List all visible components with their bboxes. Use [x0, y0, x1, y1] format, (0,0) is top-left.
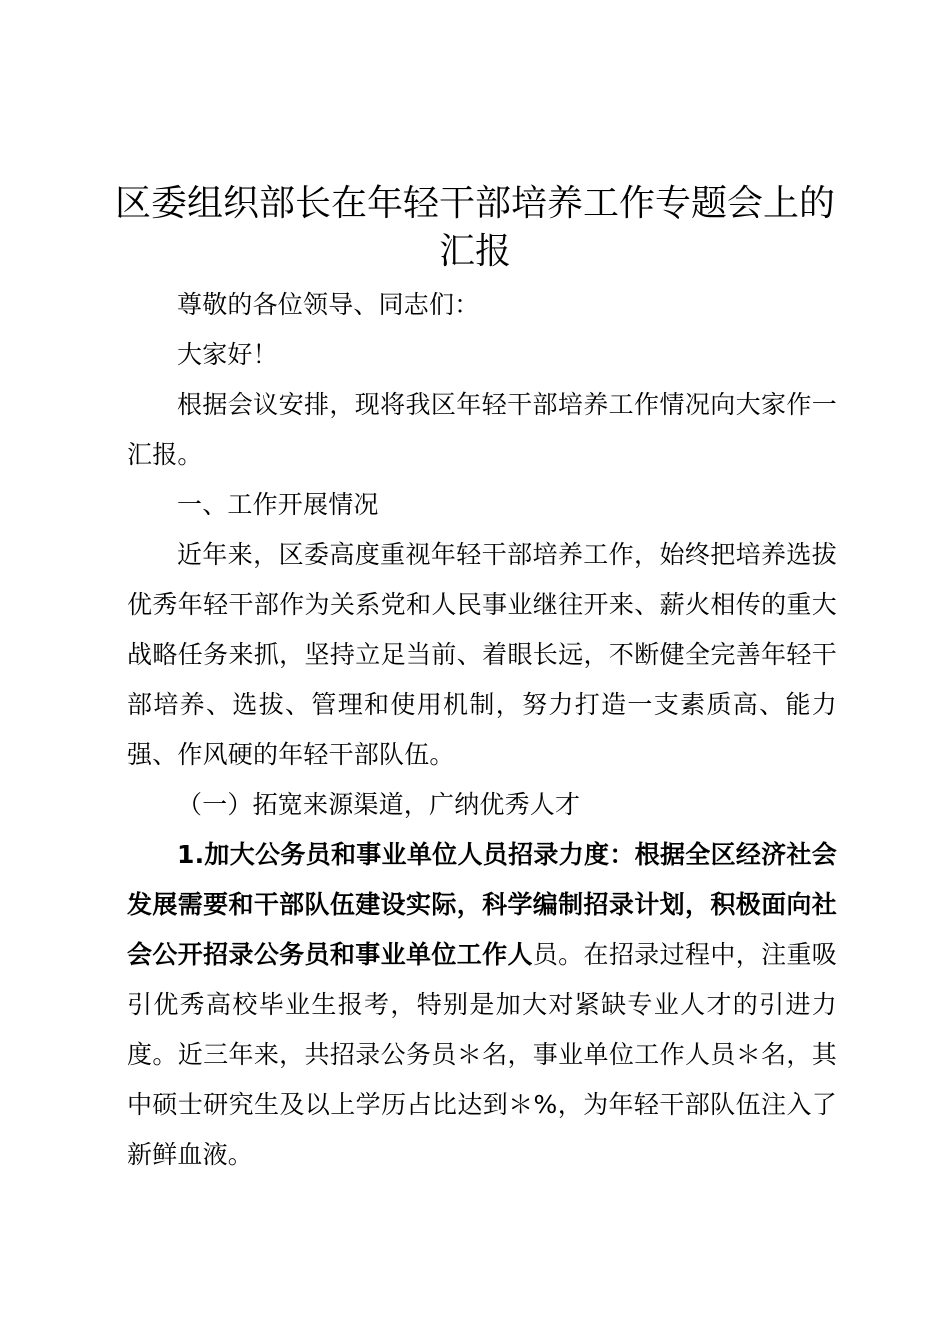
- intro-paragraph: 根据会议安排，现将我区年轻干部培养工作情况向大家作一汇报。: [127, 390, 837, 469]
- document-title: 区委组织部长在年轻干部培养工作专题会上的汇报: [114, 183, 835, 272]
- item-paragraph-1: [127, 830, 837, 1180]
- salutation: 尊敬的各位领导、同志们：: [177, 290, 480, 319]
- section-paragraph-1: 近年来，区委高度重视年轻干部培养工作，始终把培养选拔优秀年轻干部作为关系党和人民事业继往开来、薪火相传的重大战略任务来抓，坚持立足当前、着眼长远，不断健全完善年轻干部培养、选拔、管理和使用机制，努力打造一支素质高、能力强、作风硬的年轻干部队伍。: [127, 540, 837, 769]
- section-heading-1: 一、工作开展情况: [177, 490, 379, 519]
- subsection-heading-1: （一）拓宽来源渠道，广纳优秀人才: [177, 790, 581, 819]
- item-1-bold-lead: 1.加大公务员和事业单位人员招录力度：根据全区经济社会发展需要和干部队伍建设实际，科学编制招录计划，积极面向社会公开招录公务员和事业单位工作人: [127, 840, 837, 969]
- greeting: 大家好！: [177, 340, 278, 369]
- document-body: [127, 280, 837, 1180]
- item-1-body: 员。在招录过程中，注重吸引优秀高校毕业生报考，特别是加大对紧缺专业人才的引进力度。近三年来，共招录公务员＊名，事业单位工作人员＊名，其中硕士研究生及以上学历占比达到＊%，为年轻干部队伍注入了新鲜血液。: [127, 940, 838, 1169]
